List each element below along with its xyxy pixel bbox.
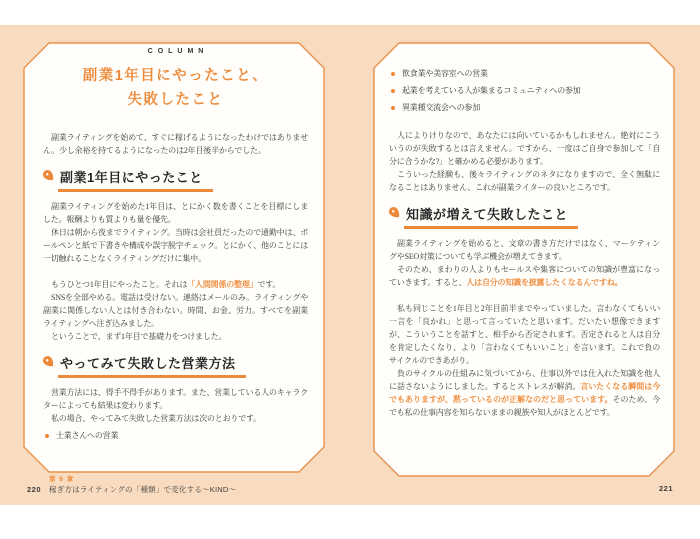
column-label: COLUMN (147, 48, 209, 55)
body-text: もうひとつ1年目にやったこと。それは (51, 280, 188, 289)
paragraph (389, 168, 660, 194)
accent-text: 言いたくなる瞬間は今でもありますが、黙っているのが正解なのだと思っています。 (389, 382, 660, 404)
body-text: 私の場合、やってみて失敗した営業方法は次のとおりです。 (51, 414, 261, 423)
body-text: SNSを全部やめる。電話は受けない。連絡はメールのみ。ライティングや副業に関係しない人とは付き合わない。時間、お金、労力。すべてを副業ライティングへ注ぎ込みました。 (43, 293, 308, 328)
section-heading-text: やってみて失敗した営業方法 (60, 356, 236, 371)
body-text: ということで、まず1年目で基礎力をつけました。 (51, 332, 227, 341)
section-heading (404, 204, 578, 229)
body-text: 副業ライティングを始めて、すぐに稼げるようになったわけではありません。少し余裕を持てるようになったのは2年目後半からでした。 (43, 133, 308, 155)
pen-icon (41, 168, 56, 183)
paragraph (389, 237, 660, 263)
bullet-item (389, 65, 660, 82)
bullet-dot-icon (391, 106, 395, 110)
body-text: こういった経験も、後々ライティングのネタになりますので、全く無駄になることはありません。これが副業ライターの良いところです。 (389, 170, 660, 192)
left-page (23, 42, 325, 473)
right-page-content (373, 42, 675, 477)
bullet-text: 飲食業や美容室への営業 (402, 69, 488, 78)
paragraph (43, 412, 308, 425)
body-text: そのため、今でも私の仕事内容を知らないままの親族や知人がほとんどです。 (389, 395, 660, 417)
paragraph (43, 131, 308, 157)
right-page (373, 42, 675, 477)
bullet-text: 士業さんへの営業 (56, 431, 119, 440)
paragraph (43, 291, 308, 330)
pen-icon (387, 205, 402, 220)
paragraph (389, 367, 660, 419)
body-text: 副業ライティングを始めると、文章の書き方だけではなく、マーケティングやSEO対策についても学ぶ機会が増えてきます。 (389, 239, 660, 261)
paragraph (43, 386, 308, 412)
paragraph (389, 263, 660, 289)
section-heading-text: 知識が増えて失敗したこと (406, 207, 569, 222)
body-text: 休日は朝から夜までライティング。当時は会社員だったので通勤中は、ボールペンと紙で下書きや構成や誤字脱字チェック。とにかく、他のことには一切触れることなくライティングだけに集中。 (43, 228, 308, 263)
bullet-item (389, 82, 660, 99)
bullet-text: 起業を考えている人が集まるコミュニティへの参加 (402, 86, 581, 95)
left-page-number: 220 (27, 485, 42, 494)
chapter-title: 稼ぎ方はライティングの「種類」で変化する〜KIND〜 (49, 485, 237, 494)
page-title-line1: 副業1年目にやったこと、 (82, 68, 269, 84)
bullet-item (43, 427, 308, 444)
paragraph (43, 200, 308, 226)
bullet-item (389, 99, 660, 116)
body-text: 人によりけりなので、あなたには向いているかもしれません。絶対にこういうのが失敗するとは言えません。ですから、一度はご自身で参加して「自分に合うかな?」と確かめる必要があります。 (389, 131, 660, 166)
paragraph (389, 129, 660, 168)
book-spread (0, 25, 700, 505)
accent-text: 「人間関係の整理」 (187, 280, 258, 289)
left-page-body (43, 131, 308, 444)
page-title-line2: 失敗したこと (127, 92, 224, 108)
right-page-body (389, 65, 660, 419)
section-heading (58, 167, 213, 192)
paragraph (43, 330, 308, 343)
pen-icon (41, 354, 56, 369)
body-text: 負のサイクルの仕組みに気づいてから、仕事以外では仕入れた知識を他人に話さないようにしました。するとストレスが解消。 (389, 369, 660, 391)
bullet-text: 異業種交流会への参加 (402, 103, 480, 112)
page-title (43, 64, 308, 112)
body-text: 副業ライティングを始めた1年目は、とにかく数を書くことを目標にしました。報酬よりも質よりも量を優先。 (43, 202, 308, 224)
left-page-footer (27, 474, 236, 494)
bullet-dot-icon (391, 72, 395, 76)
chapter-label: 第 6 章 (49, 476, 75, 483)
paragraph (43, 278, 308, 291)
body-text: 営業方法には、得手不得手があります。また、営業している人のキャラクターによっても結果は変わります。 (43, 388, 308, 410)
section-heading (58, 353, 246, 378)
bullet-list (389, 65, 660, 116)
body-text: です。 (257, 280, 281, 289)
body-text: そのため、まわりの人よりもセールスや集客についての知識が豊富になっていきます。すると、 (389, 265, 660, 287)
bullet-list (43, 427, 308, 444)
body-text: 私も同じことを1年目と2年目前半までやっていました。言わなくてもいい一言を「良かれ」と思って言っていたと思います。だいたい想像できますが、こういうことを話すと、相手から否定されます。否定されると人は自分を肯定したくなり、より「言わなくてもいいこと」を言います。これで負のサイクルのできあがり。 (389, 304, 660, 365)
right-page-number: 221 (659, 484, 674, 493)
paragraph (389, 302, 660, 367)
left-page-content (23, 42, 325, 473)
paragraph (43, 226, 308, 265)
bullet-dot-icon (391, 89, 395, 93)
bullet-dot-icon (45, 434, 49, 438)
accent-text: 人は自分の知識を披露したくなるんですね。 (466, 278, 623, 287)
section-heading-text: 副業1年目にやったこと (60, 170, 203, 185)
